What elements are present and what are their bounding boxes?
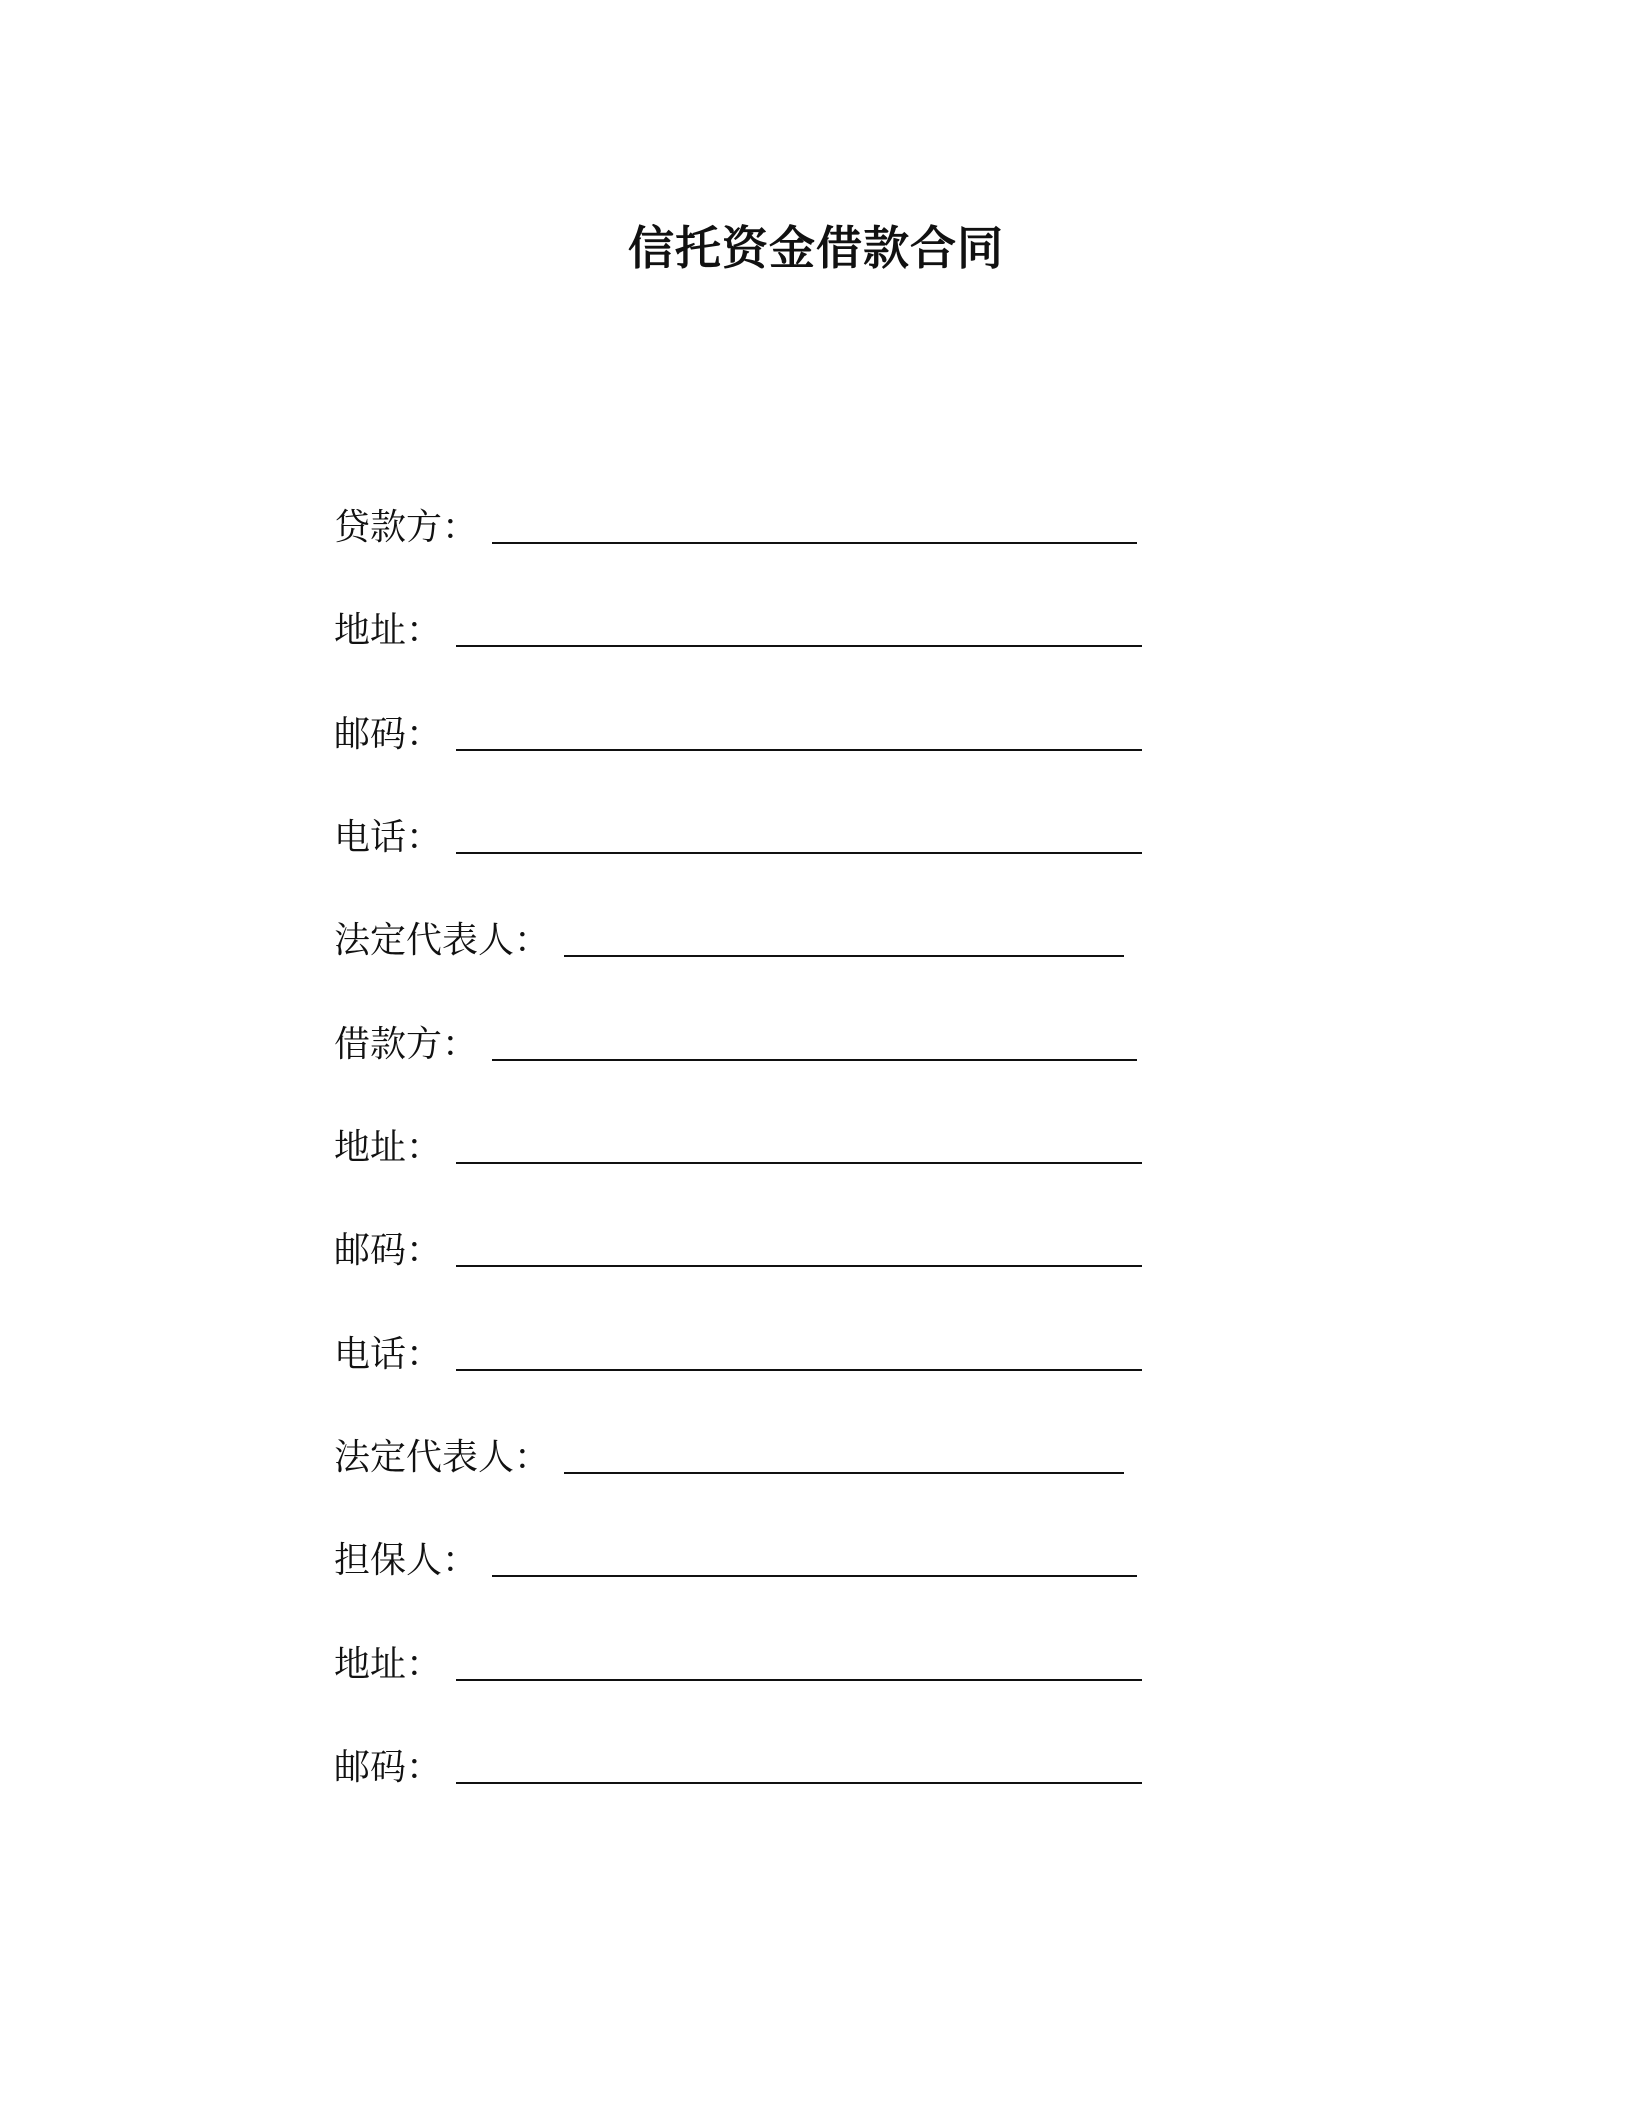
field-label-lender-legal-rep: 法定代表人： [334, 920, 551, 961]
field-blank-guarantor-address[interactable] [456, 1639, 1142, 1681]
field-label-guarantor: 担保人： [334, 1540, 479, 1581]
field-blank-guarantor[interactable] [492, 1535, 1137, 1577]
field-blank-borrower-address[interactable] [456, 1122, 1142, 1164]
field-blank-borrower-legal-rep[interactable] [564, 1432, 1124, 1474]
field-blank-borrower-postcode[interactable] [456, 1225, 1142, 1267]
field-borrower [334, 1017, 1137, 1069]
field-label-lender: 贷款方： [334, 507, 479, 548]
field-blank-lender[interactable] [492, 502, 1137, 544]
document-title: 信托资金借款合同 [628, 221, 1004, 275]
field-blank-guarantor-postcode[interactable] [456, 1742, 1142, 1784]
field-blank-lender-postcode[interactable] [456, 709, 1142, 751]
field-lender-phone [334, 810, 1142, 862]
field-lender-postcode [334, 707, 1142, 759]
field-guarantor-postcode [334, 1740, 1142, 1792]
field-blank-borrower[interactable] [492, 1019, 1137, 1061]
field-label-borrower: 借款方： [334, 1024, 479, 1065]
field-lender-legal-rep [334, 913, 1124, 965]
field-guarantor-address [334, 1637, 1142, 1689]
field-label-lender-phone: 电话： [334, 817, 443, 858]
field-label-lender-postcode: 邮码： [334, 714, 443, 755]
field-label-guarantor-postcode: 邮码： [334, 1747, 443, 1788]
field-borrower-phone [334, 1327, 1142, 1379]
field-label-borrower-legal-rep: 法定代表人： [334, 1437, 551, 1478]
field-blank-lender-address[interactable] [456, 605, 1142, 647]
field-borrower-address [334, 1120, 1142, 1172]
field-blank-borrower-phone[interactable] [456, 1329, 1142, 1371]
field-label-borrower-postcode: 邮码： [334, 1230, 443, 1271]
field-label-lender-address: 地址： [334, 610, 443, 651]
field-guarantor [334, 1533, 1137, 1585]
party-info-form [334, 0, 1234, 2112]
field-borrower-legal-rep [334, 1430, 1124, 1482]
field-blank-lender-legal-rep[interactable] [564, 915, 1124, 957]
field-label-guarantor-address: 地址： [334, 1644, 443, 1685]
field-label-borrower-phone: 电话： [334, 1334, 443, 1375]
field-lender [334, 500, 1137, 552]
field-label-borrower-address: 地址： [334, 1127, 443, 1168]
field-blank-lender-phone[interactable] [456, 812, 1142, 854]
field-borrower-postcode [334, 1223, 1142, 1275]
field-lender-address [334, 603, 1142, 655]
